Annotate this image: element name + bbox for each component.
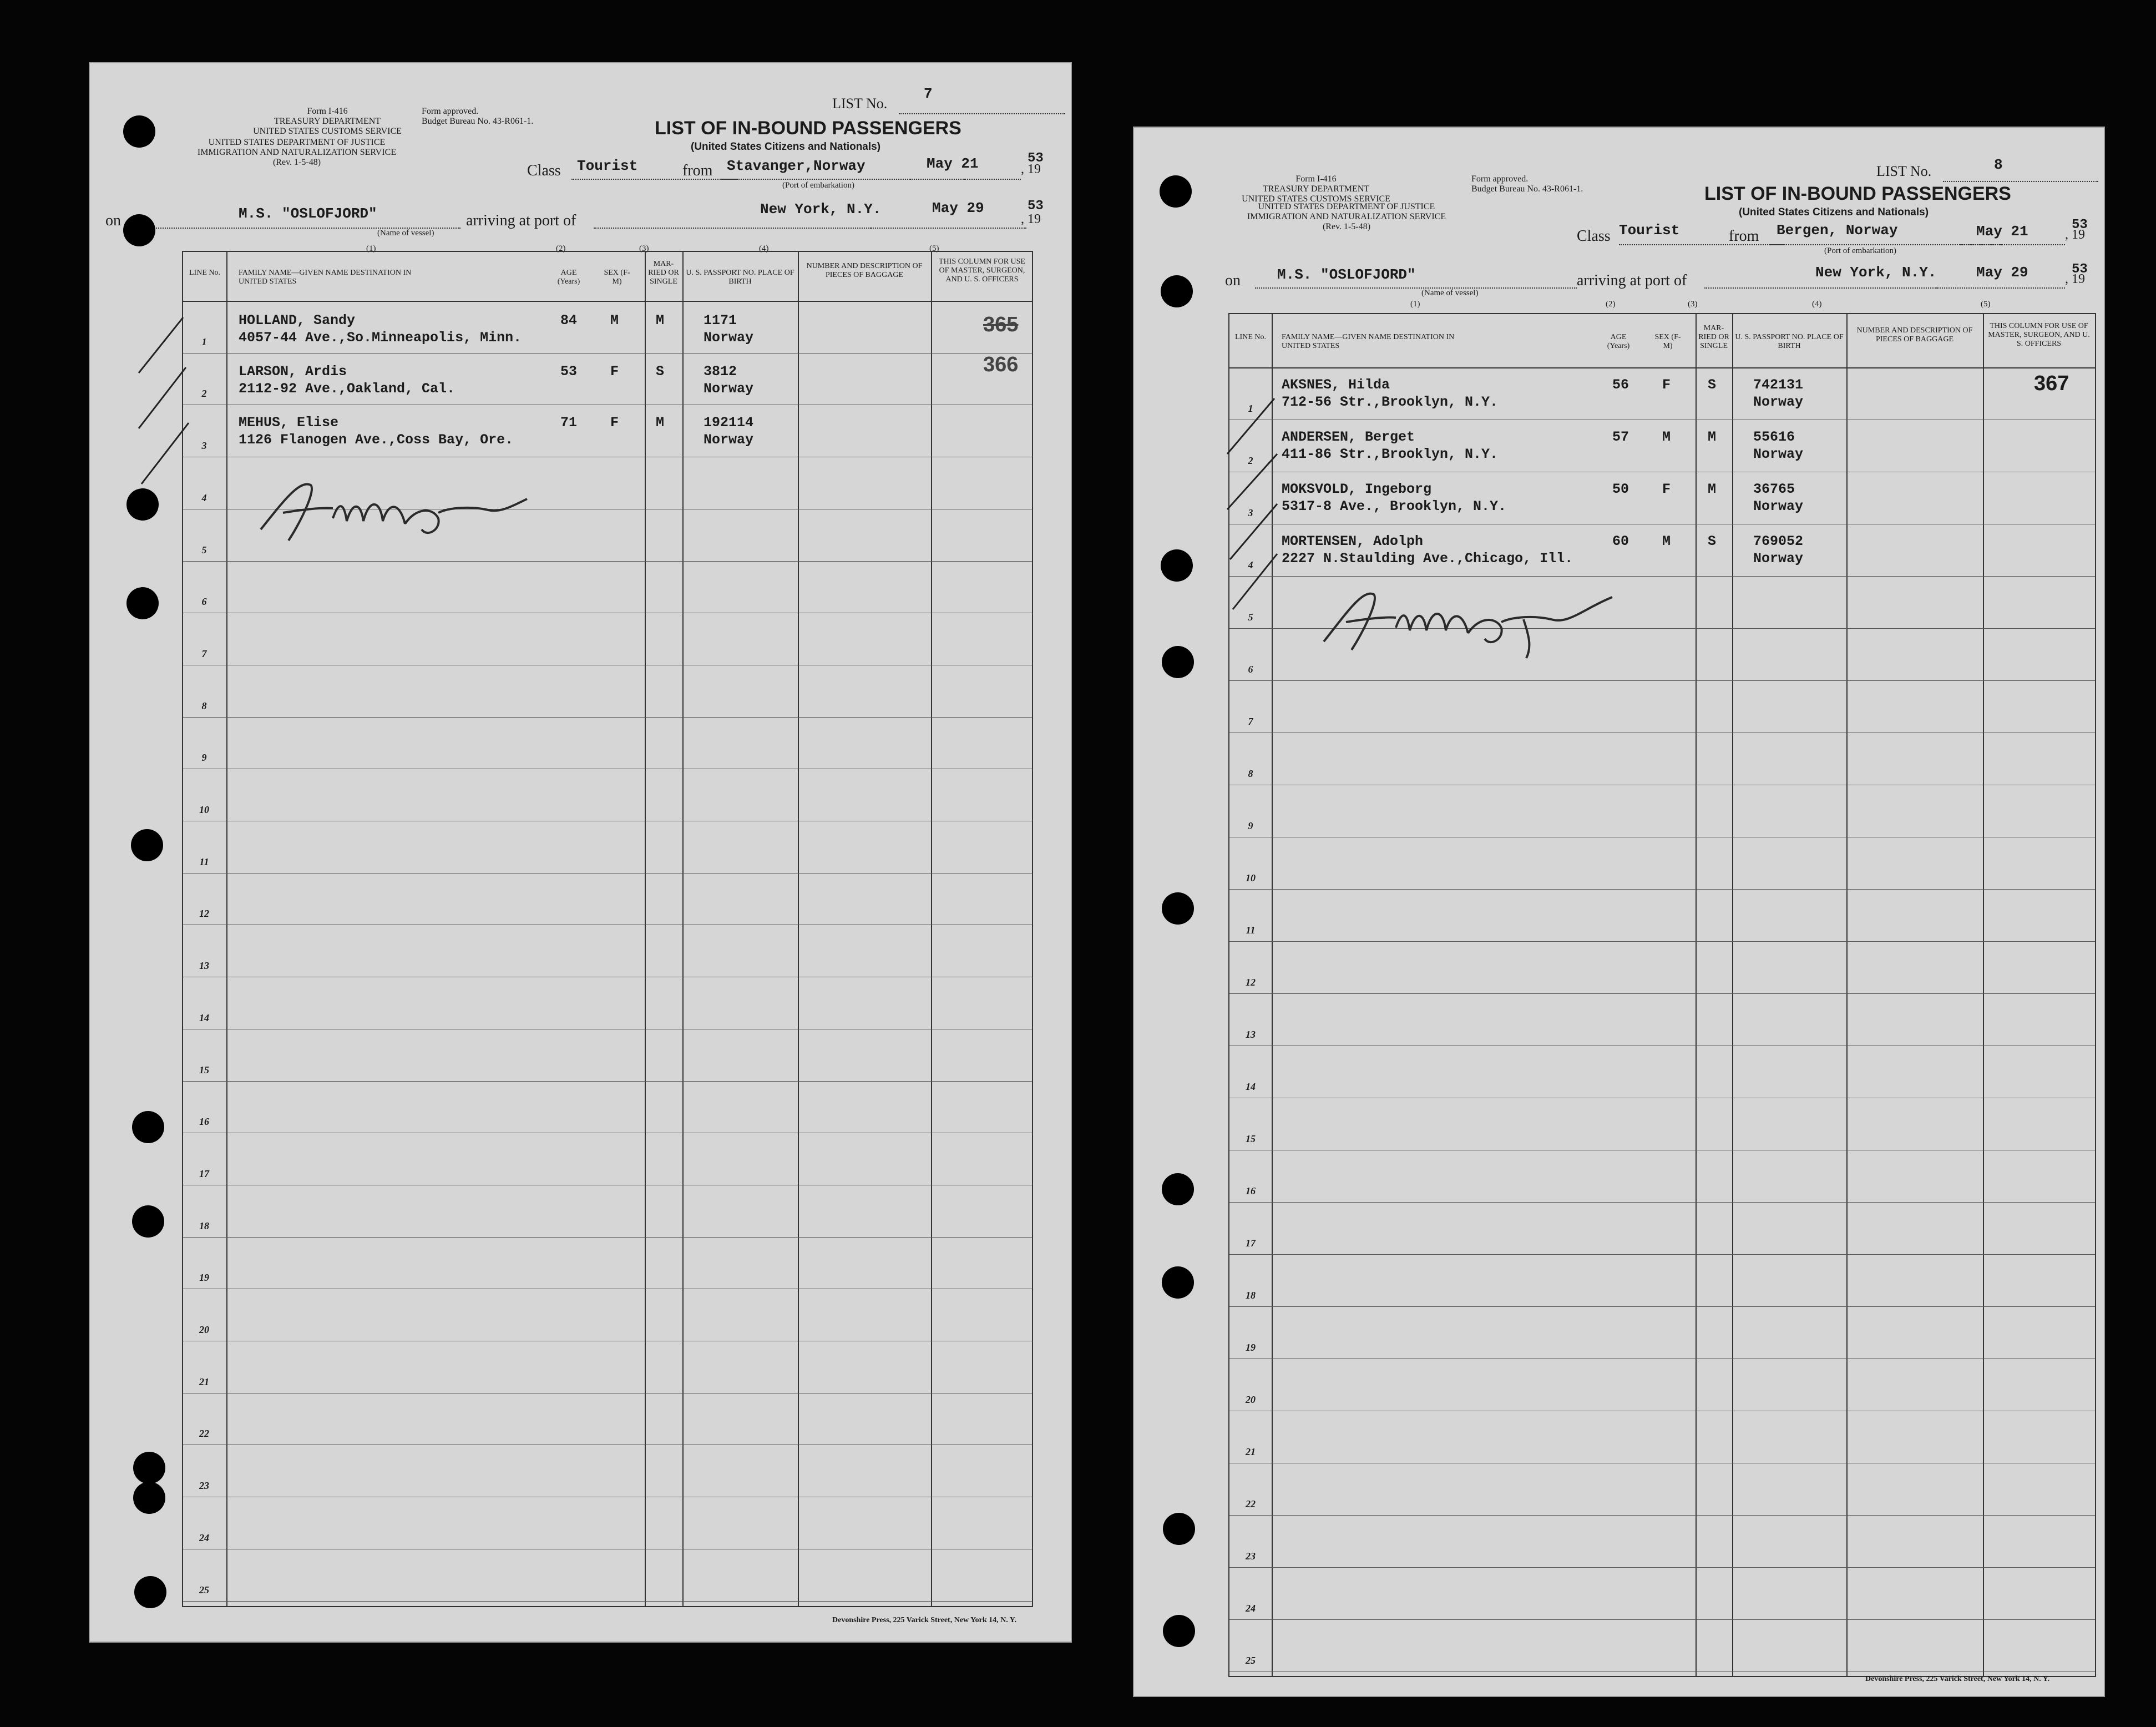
arrival-date: May 29 bbox=[1976, 264, 2028, 281]
passenger-2-sex: F bbox=[610, 363, 619, 380]
class-label: Class bbox=[527, 162, 561, 179]
row-rule bbox=[1229, 1254, 2095, 1255]
line-number: 24 bbox=[199, 1532, 209, 1543]
punch-hole bbox=[133, 1452, 165, 1484]
form-approved: Form approved. bbox=[422, 107, 479, 116]
col-head-married: MAR-RIED OR SINGLE bbox=[1698, 324, 1729, 350]
line-number: 1 bbox=[1248, 403, 1253, 414]
left-manifest-sheet bbox=[89, 62, 1072, 1643]
list-no-label: LIST No. bbox=[1876, 163, 1932, 179]
vessel-caption: (Name of vessel) bbox=[1421, 289, 1479, 297]
passenger-4-birth: Norway bbox=[1753, 551, 1804, 567]
col-head-age: AGE (Years) bbox=[1607, 333, 1630, 350]
form-number: Form I-416 bbox=[307, 107, 348, 116]
line-number: 2 bbox=[201, 388, 207, 400]
passenger-3-passport: 36765 bbox=[1753, 481, 1795, 497]
passenger-2-married: S bbox=[656, 363, 665, 380]
line-number: 23 bbox=[199, 1480, 209, 1492]
line-number: 13 bbox=[1246, 1029, 1256, 1040]
line-number: 19 bbox=[1246, 1342, 1256, 1353]
passenger-1-sex: F bbox=[1662, 377, 1671, 393]
right-manifest-sheet bbox=[1133, 127, 2105, 1697]
punch-hole bbox=[123, 115, 155, 148]
row-rule bbox=[1229, 1619, 2095, 1620]
col-head-sex: SEX (F-M) bbox=[604, 269, 630, 286]
list-no-label: LIST No. bbox=[832, 95, 888, 112]
line-number: 12 bbox=[1246, 977, 1256, 988]
passenger-2-married: M bbox=[1708, 429, 1717, 445]
line-number: 23 bbox=[1246, 1551, 1256, 1562]
budget-bureau: Budget Bureau No. 43-R061-1. bbox=[422, 117, 534, 126]
line-number: 1 bbox=[201, 336, 207, 347]
line-number: 22 bbox=[199, 1428, 209, 1440]
row-rule bbox=[183, 1237, 1032, 1238]
col-head-officers: THIS COLUMN FOR USE OF MASTER, SURGEON, AND U. S. OFFICERS bbox=[1988, 322, 2090, 348]
embarkation-date: May 21 bbox=[1976, 223, 2028, 240]
revision: (Rev. 1-5-48) bbox=[272, 158, 321, 167]
port-of-arrival: New York, N.Y. bbox=[1815, 264, 1937, 281]
class-value: Tourist bbox=[577, 158, 638, 174]
col-head-age: AGE (Years) bbox=[557, 269, 580, 286]
col-num-1: (1) bbox=[1410, 300, 1420, 309]
row-rule bbox=[1229, 680, 2095, 681]
line-number: 24 bbox=[1246, 1603, 1256, 1614]
passenger-1-sex: M bbox=[610, 312, 619, 329]
vessel-name: M.S. "OSLOFJORD" bbox=[1277, 266, 1416, 283]
line-number: 16 bbox=[1246, 1185, 1256, 1196]
passenger-3-dest: 1126 Flanogen Ave.,Coss Bay, Ore. bbox=[239, 432, 514, 448]
passenger-2-birth: Norway bbox=[704, 381, 754, 397]
punch-hole bbox=[1162, 892, 1194, 925]
line-number: 11 bbox=[199, 856, 209, 867]
punch-hole bbox=[123, 214, 155, 246]
port-of-embarkation: Stavanger,Norway bbox=[727, 158, 866, 174]
line-number: 5 bbox=[201, 544, 207, 556]
col-head-name: FAMILY NAME—GIVEN NAME DESTINATION IN UNITED STATES bbox=[1282, 333, 1455, 350]
punch-hole bbox=[126, 488, 159, 521]
passenger-table bbox=[182, 251, 1033, 1607]
col-num-5: (5) bbox=[929, 244, 939, 253]
line-number: 18 bbox=[1246, 1290, 1256, 1301]
passenger-2-passport: 55616 bbox=[1753, 429, 1795, 445]
passenger-4-passport: 769052 bbox=[1753, 533, 1804, 549]
row-rule bbox=[1229, 889, 2095, 890]
col-num-4: (4) bbox=[1812, 300, 1822, 309]
form-approved: Form approved. bbox=[1471, 174, 1529, 184]
punch-hole bbox=[1162, 646, 1194, 678]
arrival-year-prefix: , 19 bbox=[1021, 212, 1041, 226]
embarkation-date: May 21 bbox=[927, 155, 979, 172]
col-num-3: (3) bbox=[639, 244, 649, 253]
col-num-5: (5) bbox=[1981, 300, 1991, 309]
vessel-name: M.S. "OSLOFJORD" bbox=[239, 205, 377, 222]
line-number: 10 bbox=[199, 804, 209, 815]
passenger-2-officer-stamp: 366 bbox=[983, 353, 1019, 376]
line-number: 19 bbox=[199, 1272, 209, 1284]
form-title: LIST OF IN-BOUND PASSENGERS bbox=[1704, 183, 2011, 204]
arriving-label: arriving at port of bbox=[1577, 272, 1687, 289]
passenger-4-sex: M bbox=[1662, 533, 1671, 549]
doj-heading: UNITED STATES DEPARTMENT OF JUSTICE bbox=[1258, 202, 1435, 211]
punch-hole bbox=[1162, 1266, 1194, 1299]
year-prefix: , 19 bbox=[2065, 228, 2085, 242]
col-head-officers: THIS COLUMN FOR USE OF MASTER, SURGEON, AND U. S. OFFICERS bbox=[939, 257, 1025, 284]
line-number: 14 bbox=[1246, 1081, 1256, 1092]
line-number: 21 bbox=[1246, 1446, 1256, 1457]
passenger-3-name: MOKSVOLD, Ingeborg bbox=[1282, 481, 1432, 497]
punch-hole bbox=[132, 1205, 164, 1238]
line-tick-marks bbox=[133, 306, 200, 506]
passenger-table bbox=[1228, 313, 2096, 1677]
treasury-dept: TREASURY DEPARTMENT bbox=[1262, 184, 1370, 194]
passenger-3-name: MEHUS, Elise bbox=[239, 415, 339, 431]
punch-hole bbox=[1161, 549, 1193, 582]
passenger-4-married: S bbox=[1708, 533, 1717, 549]
punch-hole bbox=[134, 1576, 166, 1608]
embarkation-caption: (Port of embarkation) bbox=[782, 181, 854, 190]
passenger-3-age: 50 bbox=[1612, 481, 1629, 497]
row-rule bbox=[1229, 1306, 2095, 1307]
col-num-2: (2) bbox=[1606, 300, 1616, 309]
punch-hole bbox=[131, 829, 163, 861]
line-number: 3 bbox=[1248, 507, 1253, 518]
passenger-2-age: 57 bbox=[1612, 429, 1629, 445]
col-head-name: FAMILY NAME—GIVEN NAME DESTINATION IN UNITED STATES bbox=[239, 269, 412, 286]
arrival-year: 53 bbox=[2072, 262, 2088, 277]
vessel-caption: (Name of vessel) bbox=[377, 229, 434, 238]
col-num-2: (2) bbox=[556, 244, 566, 253]
passenger-3-sex: F bbox=[1662, 481, 1671, 497]
arrival-year-prefix: , 19 bbox=[2065, 272, 2085, 286]
from-label: from bbox=[1729, 228, 1759, 245]
port-of-embarkation: Bergen, Norway bbox=[1777, 222, 1898, 239]
line-number: 20 bbox=[199, 1324, 209, 1335]
line-number: 22 bbox=[1246, 1498, 1256, 1509]
port-of-arrival: New York, N.Y. bbox=[760, 201, 882, 218]
punch-hole bbox=[1163, 1513, 1195, 1545]
passenger-1-dest: 712-56 Str.,Brooklyn, N.Y. bbox=[1282, 394, 1499, 410]
col-head-line: LINE No. bbox=[189, 269, 220, 277]
passenger-3-married: M bbox=[656, 415, 665, 431]
punch-hole bbox=[1162, 1173, 1194, 1205]
col-head-married: MAR-RIED OR SINGLE bbox=[648, 260, 679, 286]
passenger-1-age: 84 bbox=[560, 312, 578, 329]
line-number: 13 bbox=[199, 960, 209, 972]
passenger-2-birth: Norway bbox=[1753, 446, 1804, 462]
line-number: 17 bbox=[199, 1168, 209, 1179]
embarkation-caption: (Port of embarkation) bbox=[1824, 246, 1896, 255]
from-label: from bbox=[682, 162, 713, 179]
punch-hole bbox=[1163, 1615, 1195, 1647]
col-num-3: (3) bbox=[1688, 300, 1698, 309]
budget-bureau: Budget Bureau No. 43-R061-1. bbox=[1471, 184, 1583, 194]
line-number: 4 bbox=[201, 492, 207, 503]
list-no: 8 bbox=[1994, 156, 2003, 173]
line-number: 10 bbox=[1246, 872, 1256, 883]
doj-heading: UNITED STATES DEPARTMENT OF JUSTICE bbox=[208, 138, 386, 147]
line-number: 7 bbox=[1248, 716, 1253, 727]
form-subtitle: (United States Citizens and Nationals) bbox=[1739, 206, 1929, 218]
passenger-1-officer-stamp: 367 bbox=[2034, 372, 2069, 395]
passenger-1-passport: 742131 bbox=[1753, 377, 1804, 393]
punch-hole bbox=[126, 587, 159, 619]
form-title: LIST OF IN-BOUND PASSENGERS bbox=[655, 118, 961, 139]
line-number: 14 bbox=[199, 1012, 209, 1023]
passenger-1-passport: 1171 bbox=[704, 312, 737, 329]
punch-hole bbox=[1161, 275, 1193, 307]
line-number: 3 bbox=[201, 440, 207, 452]
line-number: 25 bbox=[199, 1584, 209, 1595]
passenger-4-age: 60 bbox=[1612, 533, 1629, 549]
row-rule bbox=[1229, 1202, 2095, 1203]
passenger-1-officer-stamp: 365 bbox=[983, 313, 1019, 336]
col-head-sex: SEX (F-M) bbox=[1654, 333, 1681, 350]
printer-footer: Devonshire Press, 225 Varick Street, New York 14, N. Y. bbox=[1865, 1675, 2050, 1683]
inspector-signature bbox=[1313, 575, 1634, 664]
line-number: 20 bbox=[1246, 1394, 1256, 1405]
passenger-3-dest: 5317-8 Ave., Brooklyn, N.Y. bbox=[1282, 498, 1507, 514]
on-label: on bbox=[1225, 272, 1241, 289]
line-number: 4 bbox=[1248, 559, 1253, 570]
arrival-date: May 29 bbox=[932, 200, 984, 216]
passenger-1-birth: Norway bbox=[704, 330, 754, 346]
line-number: 7 bbox=[201, 648, 207, 659]
row-rule bbox=[1229, 1567, 2095, 1568]
row-rule bbox=[1229, 993, 2095, 994]
ins-heading: IMMIGRATION AND NATURALIZATION SERVICE bbox=[1247, 212, 1446, 221]
line-number: 25 bbox=[1246, 1655, 1256, 1666]
customs-service: UNITED STATES CUSTOMS SERVICE bbox=[1242, 194, 1390, 204]
col-num-4: (4) bbox=[759, 244, 769, 253]
line-number: 17 bbox=[1246, 1238, 1256, 1249]
passenger-2-name: ANDERSEN, Berget bbox=[1282, 429, 1415, 445]
embarkation-year: 53 bbox=[1028, 151, 1044, 166]
punch-hole bbox=[1160, 175, 1192, 208]
passenger-3-passport: 192114 bbox=[704, 415, 754, 431]
col-head-passport: U. S. PASSPORT NO. PLACE OF BIRTH bbox=[686, 269, 794, 286]
passenger-1-name: HOLLAND, Sandy bbox=[239, 312, 356, 329]
punch-hole bbox=[132, 1111, 164, 1143]
line-number: 2 bbox=[1248, 455, 1253, 466]
row-rule bbox=[183, 353, 1032, 354]
line-number: 12 bbox=[199, 908, 209, 920]
row-rule bbox=[183, 1601, 1032, 1602]
col-num-1: (1) bbox=[366, 244, 376, 253]
line-tick-marks bbox=[1222, 387, 1288, 620]
year-prefix: , 19 bbox=[1021, 162, 1041, 176]
passenger-2-sex: M bbox=[1662, 429, 1671, 445]
line-number: 5 bbox=[1248, 612, 1253, 623]
line-number: 8 bbox=[201, 700, 207, 711]
row-rule bbox=[183, 1081, 1032, 1082]
passenger-2-dest: 411-86 Str.,Brooklyn, N.Y. bbox=[1282, 446, 1499, 462]
passenger-3-birth: Norway bbox=[704, 432, 754, 448]
passenger-4-dest: 2227 N.Staulding Ave.,Chicago, Ill. bbox=[1282, 551, 1573, 567]
col-head-line: LINE No. bbox=[1235, 333, 1266, 341]
line-number: 21 bbox=[199, 1376, 209, 1387]
embarkation-year: 53 bbox=[2072, 218, 2088, 233]
row-rule bbox=[183, 717, 1032, 718]
passenger-2-passport: 3812 bbox=[704, 363, 737, 380]
col-head-baggage: NUMBER AND DESCRIPTION OF PIECES OF BAGGAGE bbox=[1856, 326, 1973, 344]
passenger-4-name: MORTENSEN, Adolph bbox=[1282, 533, 1424, 549]
line-number: 8 bbox=[1248, 768, 1253, 779]
passenger-3-birth: Norway bbox=[1753, 498, 1804, 514]
passenger-1-birth: Norway bbox=[1753, 394, 1804, 410]
printer-footer: Devonshire Press, 225 Varick Street, New York 14, N. Y. bbox=[832, 1616, 1017, 1624]
passenger-2-dest: 2112-92 Ave.,Oakland, Cal. bbox=[239, 381, 456, 397]
row-rule bbox=[1229, 941, 2095, 942]
punch-hole bbox=[133, 1482, 165, 1514]
row-rule bbox=[183, 561, 1032, 562]
line-number: 15 bbox=[1246, 1133, 1256, 1144]
passenger-1-married: S bbox=[1708, 377, 1717, 393]
form-number: Form I-416 bbox=[1295, 174, 1337, 184]
form-subtitle: (United States Citizens and Nationals) bbox=[691, 141, 881, 153]
col-head-passport: U. S. PASSPORT NO. PLACE OF BIRTH bbox=[1735, 333, 1844, 350]
passenger-3-age: 71 bbox=[560, 415, 578, 431]
on-label: on bbox=[105, 212, 121, 229]
revision: (Rev. 1-5-48) bbox=[1322, 222, 1371, 231]
passenger-3-married: M bbox=[1708, 481, 1717, 497]
class-value: Tourist bbox=[1619, 222, 1680, 239]
passenger-1-age: 56 bbox=[1612, 377, 1629, 393]
arrival-year: 53 bbox=[1028, 199, 1044, 214]
passenger-1-name: AKSNES, Hilda bbox=[1282, 377, 1390, 393]
ins-heading: IMMIGRATION AND NATURALIZATION SERVICE bbox=[197, 148, 397, 157]
line-number: 6 bbox=[1248, 664, 1253, 675]
customs-service: UNITED STATES CUSTOMS SERVICE bbox=[253, 127, 402, 136]
class-label: Class bbox=[1577, 228, 1611, 245]
arriving-label: arriving at port of bbox=[466, 212, 576, 229]
line-number: 6 bbox=[201, 596, 207, 608]
line-number: 9 bbox=[1248, 820, 1253, 831]
col-head-baggage: NUMBER AND DESCRIPTION OF PIECES OF BAGGAGE bbox=[806, 262, 923, 279]
line-number: 15 bbox=[199, 1064, 209, 1075]
row-rule bbox=[1229, 1515, 2095, 1516]
passenger-2-age: 53 bbox=[560, 363, 578, 380]
line-number: 11 bbox=[1246, 925, 1256, 936]
line-number: 16 bbox=[199, 1116, 209, 1128]
treasury-dept: TREASURY DEPARTMENT bbox=[274, 117, 381, 126]
inspector-signature bbox=[250, 468, 560, 557]
list-no: 7 bbox=[924, 85, 933, 102]
passenger-1-married: M bbox=[656, 312, 665, 329]
passenger-1-dest: 4057-44 Ave.,So.Minneapolis, Minn. bbox=[239, 330, 522, 346]
line-number: 18 bbox=[199, 1220, 209, 1231]
passenger-3-sex: F bbox=[610, 415, 619, 431]
line-number: 9 bbox=[201, 752, 207, 764]
passenger-2-name: LARSON, Ardis bbox=[239, 363, 347, 380]
